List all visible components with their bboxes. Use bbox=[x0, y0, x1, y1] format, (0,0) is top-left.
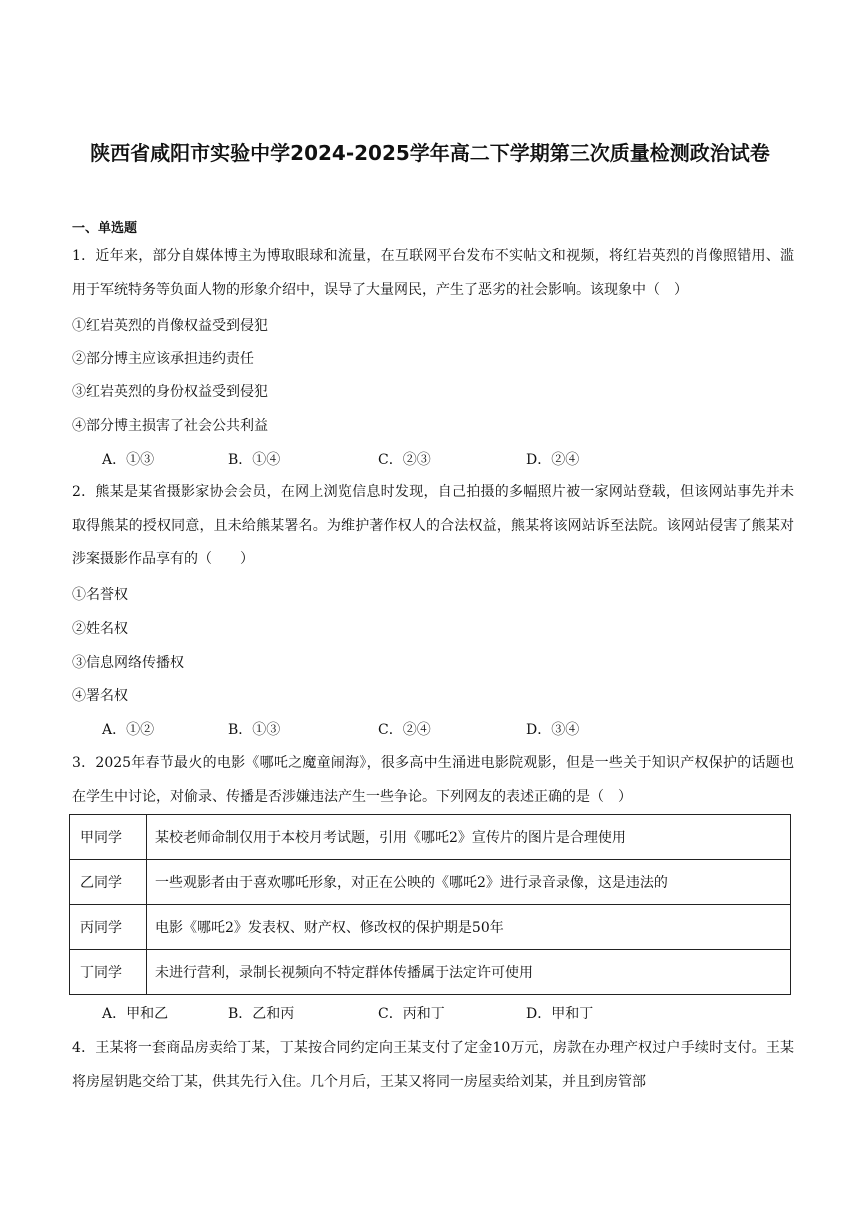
question-2-item-4: ④署名权 bbox=[72, 688, 128, 704]
question-2-item-3: ③信息网络传播权 bbox=[72, 655, 184, 671]
student-statement: 某校老师命制仅用于本校月考试题，引用《哪吒2》宣传片的图片是合理使用 bbox=[147, 815, 791, 860]
student-name: 丁同学 bbox=[70, 950, 147, 995]
question-2-option-d[interactable]: D．③④ bbox=[526, 722, 580, 738]
question-1-option-d[interactable]: D．②④ bbox=[526, 452, 580, 468]
table-row bbox=[70, 950, 791, 995]
question-3-option-b[interactable]: B．乙和丙 bbox=[228, 1006, 295, 1022]
question-1-item-4: ④部分博主损害了社会公共利益 bbox=[72, 418, 268, 434]
question-2-stem: 2．熊某是某省摄影家协会会员，在网上浏览信息时发现，自己拍摄的多幅照片被一家网站登载，但该网站事先并未取得熊某的授权同意，且未给熊某署名。为维护著作权人的合法权益，熊某将该网站诉至法院。该网站侵害了熊某对涉案摄影作品享有的（ ） bbox=[72, 484, 794, 567]
student-statement: 未进行营利，录制长视频向不特定群体传播属于法定许可使用 bbox=[147, 950, 791, 995]
exam-title: 陕西省咸阳市实验中学2024-2025学年高二下学期第三次质量检测政治试卷 bbox=[90, 141, 770, 165]
question-1-option-a[interactable]: A．①③ bbox=[102, 452, 155, 468]
question-3-stem: 3．2025年春节最火的电影《哪吒之魔童闹海》，很多高中生涌进电影院观影，但是一些关于知识产权保护的话题也在学生中讨论，对偷录、传播是否涉嫌违法产生一些争论。下列网友的表述正确的是（ ） bbox=[72, 755, 794, 805]
question-1-option-c[interactable]: C．②③ bbox=[378, 452, 431, 468]
question-3-option-a[interactable]: A．甲和乙 bbox=[102, 1006, 169, 1022]
question-1-option-b[interactable]: B．①④ bbox=[228, 452, 281, 468]
student-name: 丙同学 bbox=[70, 905, 147, 950]
question-3-option-c[interactable]: C．丙和丁 bbox=[378, 1006, 445, 1022]
table-row bbox=[70, 815, 791, 860]
question-1-item-2: ②部分博主应该承担违约责任 bbox=[72, 351, 254, 367]
question-1-item-3: ③红岩英烈的身份权益受到侵犯 bbox=[72, 384, 268, 400]
question-1-stem: 1．近年来，部分自媒体博主为博取眼球和流量，在互联网平台发布不实帖文和视频，将红岩英烈的肖像照错用、滥用于军统特务等负面人物的形象介绍中，误导了大量网民，产生了恶劣的社会影响。该现象中（ ） bbox=[72, 248, 794, 298]
question-2-option-c[interactable]: C．②④ bbox=[378, 722, 431, 738]
question-2-item-1: ①名誉权 bbox=[72, 587, 128, 603]
question-1-item-1: ①红岩英烈的肖像权益受到侵犯 bbox=[72, 318, 268, 334]
question-3-table bbox=[69, 814, 791, 995]
question-3-option-d[interactable]: D．甲和丁 bbox=[526, 1006, 594, 1022]
question-2-option-b[interactable]: B．①③ bbox=[228, 722, 281, 738]
question-2-item-2: ②姓名权 bbox=[72, 621, 128, 637]
student-name: 乙同学 bbox=[70, 860, 147, 905]
question-4-stem: 4．王某将一套商品房卖给丁某，丁某按合同约定向王某支付了定金10万元，房款在办理产权过户手续时支付。王某将房屋钥匙交给丁某，供其先行入住。几个月后，王某又将同一房屋卖给刘某，并且到房管部 bbox=[72, 1040, 794, 1090]
student-name: 甲同学 bbox=[70, 815, 147, 860]
table-row bbox=[70, 860, 791, 905]
question-2-option-a[interactable]: A．①② bbox=[102, 722, 155, 738]
section-heading: 一、单选题 bbox=[72, 221, 138, 236]
student-statement: 电影《哪吒2》发表权、财产权、修改权的保护期是50年 bbox=[147, 905, 791, 950]
table-row bbox=[70, 905, 791, 950]
student-statement: 一些观影者由于喜欢哪吒形象，对正在公映的《哪吒2》进行录音录像，这是违法的 bbox=[147, 860, 791, 905]
